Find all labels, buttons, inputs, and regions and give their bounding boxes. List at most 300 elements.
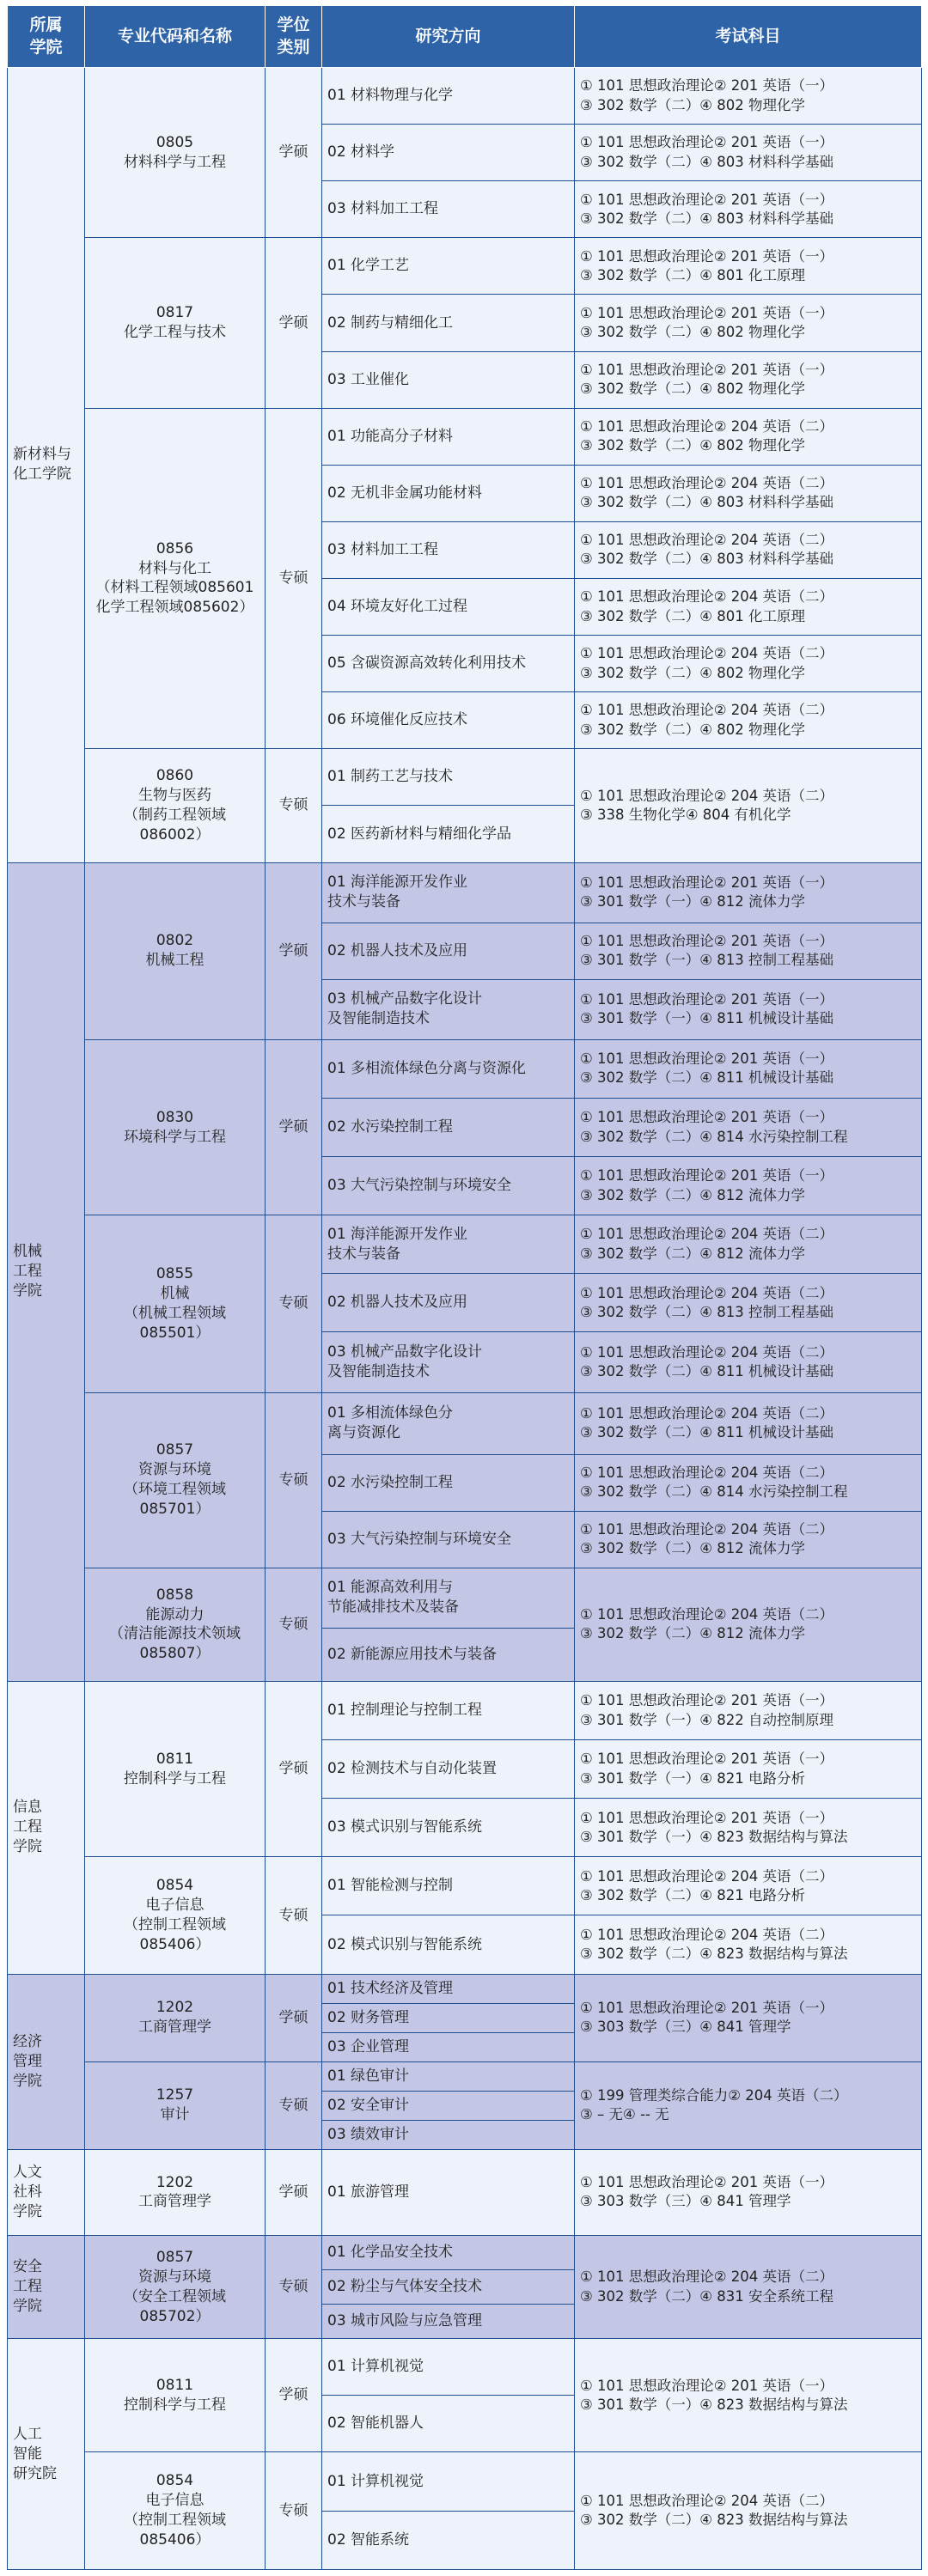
text-line: 02 材料学	[327, 143, 395, 161]
text-line: 电子信息	[145, 1897, 205, 1915]
degree-cell: 学硕	[266, 1682, 322, 1857]
text-line: ① 101 思想政治理论② 204 英语（二）	[580, 1606, 834, 1623]
text-line: 社科	[13, 2183, 42, 2201]
text-line: 智能	[13, 2445, 42, 2463]
text-line: 02 安全审计	[327, 2096, 410, 2114]
exam-cell	[575, 408, 922, 465]
text-line: ③ 301 数学（一）④ 823 数据结构与算法	[580, 2396, 848, 2413]
exam-cell	[575, 1039, 922, 1098]
table-header-row	[8, 6, 922, 68]
text-line: ① 101 思想政治理论② 204 英语（二）	[580, 1521, 834, 1538]
degree-cell: 学硕	[266, 68, 322, 238]
text-line: 工程	[13, 1818, 42, 1836]
exam-cell	[575, 1274, 922, 1332]
header-degree: 学位 类别	[266, 6, 322, 68]
text-line: 审计	[160, 2106, 190, 2124]
text-line: 01 旅游管理	[327, 2183, 410, 2201]
text-line: ① 101 思想政治理论② 201 英语（一）	[580, 2174, 834, 2191]
text-line: 0854	[156, 2472, 194, 2490]
text-line: 0860	[156, 767, 194, 785]
text-line: ① 101 思想政治理论② 201 英语（一）	[580, 361, 834, 378]
major-cell	[85, 2452, 266, 2570]
text-line: ① 101 思想政治理论② 204 英语（二）	[580, 417, 834, 435]
text-line: 03 企业管理	[327, 2037, 410, 2055]
direction-cell	[322, 1799, 575, 1857]
text-line: 086002）	[139, 825, 211, 843]
text-line: ① 101 思想政治理论② 201 英语（一）	[580, 134, 834, 151]
degree-cell: 专硕	[266, 1568, 322, 1681]
text-line: 工商管理学	[138, 2019, 211, 2037]
exam-cell	[575, 1215, 922, 1274]
direction-cell	[322, 1740, 575, 1799]
exam-cell	[575, 578, 922, 635]
table-row	[8, 2452, 922, 2511]
text-line: ③ 302 数学（二）④ 801 化工原理	[580, 607, 806, 624]
text-line: 01 化学品安全技术	[327, 2244, 454, 2262]
text-line: ① 101 思想政治理论② 201 英语（一）	[580, 874, 834, 891]
text-line: 学院	[13, 2072, 42, 2090]
direction-cell	[322, 125, 575, 181]
text-line: ① 101 思想政治理论② 204 英语（二）	[580, 1867, 834, 1885]
text-line: 化学工程领域085602）	[95, 599, 254, 617]
text-line: （清洁能源技术领域	[109, 1625, 241, 1643]
text-line: 技术与装备	[327, 1245, 400, 1263]
text-line: ① 101 思想政治理论② 201 英语（一）	[580, 1809, 834, 1826]
direction-cell	[322, 1392, 575, 1454]
text-line: （环境工程领域	[124, 1481, 226, 1499]
text-line: ① 101 思想政治理论② 201 英语（一）	[580, 1999, 834, 2016]
direction-cell	[322, 2511, 575, 2569]
text-line: 02 新能源应用技术与装备	[327, 1646, 498, 1664]
text-line: ③ 302 数学（二）④ 811 机械设计基础	[580, 1362, 834, 1379]
header-direction: 研究方向	[322, 6, 575, 68]
text-line: 0857	[156, 2248, 194, 2266]
text-line: 及智能制造技术	[327, 1362, 430, 1380]
text-line: 085501）	[139, 1324, 211, 1342]
text-line: ③ 301 数学（一）④ 822 自动控制原理	[580, 1711, 834, 1728]
text-line: （安全工程领域	[124, 2287, 226, 2305]
text-line: 信息	[13, 1799, 42, 1817]
direction-cell	[322, 1974, 575, 2003]
major-cell	[85, 862, 266, 1039]
direction-cell	[322, 2032, 575, 2061]
exam-cell	[575, 2452, 922, 2570]
direction-cell	[322, 2236, 575, 2270]
table-row	[8, 1682, 922, 1740]
text-line: 02 制药与精细化工	[327, 314, 454, 332]
text-line: ③ 301 数学（一）④ 823 数据结构与算法	[580, 1828, 848, 1845]
text-line: 人文	[13, 2164, 42, 2182]
text-line: ① 101 思想政治理论② 204 英语（二）	[580, 1404, 834, 1422]
college-name-cell	[8, 2149, 85, 2235]
text-line: 02 粉尘与气体安全技术	[327, 2278, 483, 2296]
text-line: 02 检测技术与自动化装置	[327, 1760, 498, 1778]
text-line: 机械	[160, 1284, 190, 1302]
table-row	[8, 1974, 922, 2003]
text-line: 02 医药新材料与精细化学品	[327, 825, 512, 843]
degree-cell: 专硕	[266, 2236, 322, 2339]
text-line: 环境科学与工程	[124, 1128, 226, 1146]
text-line: 03 大气污染控制与环境安全	[327, 1177, 512, 1195]
direction-cell	[322, 1628, 575, 1681]
text-line: ① 101 思想政治理论② 201 英语（一）	[580, 247, 834, 265]
direction-cell	[322, 2149, 575, 2235]
text-line: ① 101 思想政治理论② 201 英语（一）	[580, 991, 834, 1008]
direction-cell	[322, 408, 575, 465]
exam-cell	[575, 521, 922, 578]
text-line: ① 199 管理类综合能力② 204 英语（二）	[580, 2087, 848, 2104]
text-line: 01 能源高效利用与	[327, 1579, 454, 1597]
text-line: ③ 302 数学（二）④ 813 控制工程基础	[580, 1303, 834, 1320]
text-line: 化学工程与技术	[124, 323, 226, 341]
college-name-cell	[8, 68, 85, 863]
text-line: 0854	[156, 1877, 194, 1895]
exam-cell	[575, 2236, 922, 2339]
text-line: （机械工程领域	[124, 1304, 226, 1322]
exam-cell	[575, 1682, 922, 1740]
text-line: ① 101 思想政治理论② 201 英语（一）	[580, 1167, 834, 1184]
exam-cell	[575, 1511, 922, 1568]
text-line: 0811	[156, 1750, 194, 1768]
text-line: 02 机器人技术及应用	[327, 941, 468, 959]
text-line: ① 101 思想政治理论② 201 英语（一）	[580, 77, 834, 94]
text-line: ③ 301 数学（一）④ 813 控制工程基础	[580, 952, 834, 969]
text-line: ③ 302 数学（二）④ 831 安全系统工程	[580, 2287, 834, 2305]
major-cell	[85, 2061, 266, 2149]
table-row	[8, 1039, 922, 1098]
text-line: ③ 302 数学（二）④ 821 电路分析	[580, 1886, 806, 1903]
exam-cell	[575, 1454, 922, 1511]
text-line: ③ – 无④ -- 无	[580, 2106, 669, 2123]
direction-cell	[322, 351, 575, 408]
exam-cell	[575, 2061, 922, 2149]
direction-cell	[322, 1454, 575, 1511]
text-line: 03 材料加工工程	[327, 200, 439, 218]
direction-cell	[322, 1098, 575, 1156]
text-line: 01 技术经济及管理	[327, 1979, 454, 1997]
text-line: ③ 301 数学（一）④ 821 电路分析	[580, 1769, 806, 1787]
direction-cell	[322, 636, 575, 692]
exam-cell	[575, 2149, 922, 2235]
text-line: 02 模式识别与智能系统	[327, 1935, 483, 1953]
text-line: ③ 302 数学（二）④ 802 物理化学	[580, 381, 806, 398]
table-body	[8, 68, 922, 2570]
direction-cell	[322, 749, 575, 806]
text-line: 03 机械产品数字化设计	[327, 990, 483, 1008]
text-line: ① 101 思想政治理论② 204 英语（二）	[580, 645, 834, 662]
direction-cell	[322, 692, 575, 749]
text-line: 04 环境友好化工过程	[327, 598, 468, 616]
table-row	[8, 2149, 922, 2235]
text-line: ① 101 思想政治理论② 201 英语（一）	[580, 1050, 834, 1068]
text-line: 新材料与	[13, 446, 71, 464]
text-line: 01 功能高分子材料	[327, 427, 454, 445]
text-line: 03 模式识别与智能系统	[327, 1818, 483, 1836]
text-line: 05 含碳资源高效转化利用技术	[327, 655, 527, 673]
text-line: 01 绿色审计	[327, 2067, 410, 2085]
text-line: 0811	[156, 2376, 194, 2394]
text-line: ③ 302 数学（二）④ 802 物理化学	[580, 96, 806, 113]
text-line: ③ 302 数学（二）④ 803 材料科学基础	[580, 153, 834, 170]
degree-cell: 专硕	[266, 1392, 322, 1568]
degree-cell: 专硕	[266, 408, 322, 749]
direction-cell	[322, 1568, 575, 1628]
direction-cell	[322, 2452, 575, 2511]
text-line: 02 机器人技术及应用	[327, 1294, 468, 1312]
college-name-cell	[8, 862, 85, 1682]
text-line: 01 控制理论与控制工程	[327, 1702, 483, 1720]
table-row	[8, 2236, 922, 2270]
text-line: 研究院	[13, 2464, 57, 2482]
degree-cell: 学硕	[266, 862, 322, 1039]
text-line: 0856	[156, 539, 194, 557]
college-name-cell	[8, 2236, 85, 2339]
text-line: ③ 302 数学（二）④ 803 材料科学基础	[580, 210, 834, 227]
major-cell	[85, 238, 266, 408]
text-line: 06 环境催化反应技术	[327, 711, 468, 729]
exam-cell	[575, 1568, 922, 1681]
text-line: 0805	[156, 133, 194, 151]
direction-cell	[322, 1332, 575, 1392]
text-line: ③ 302 数学（二）④ 802 物理化学	[580, 437, 806, 454]
exam-cell	[575, 749, 922, 862]
exam-cell	[575, 1098, 922, 1156]
text-line: 01 制药工艺与技术	[327, 768, 454, 786]
degree-cell: 专硕	[266, 2452, 322, 2570]
text-line: 085701）	[139, 1501, 211, 1519]
table-row	[8, 238, 922, 295]
text-line: ① 101 思想政治理论② 204 英语（二）	[580, 588, 834, 606]
text-line: 控制科学与工程	[124, 1769, 226, 1787]
degree-cell: 学硕	[266, 2339, 322, 2452]
table-row	[8, 1215, 922, 1274]
text-line: ③ 302 数学（二）④ 814 水污染控制工程	[580, 1128, 848, 1145]
text-line: 工程	[13, 1263, 42, 1281]
text-line: 离与资源化	[327, 1424, 400, 1442]
text-line: 03 机械产品数字化设计	[327, 1343, 483, 1361]
text-line: ① 101 思想政治理论② 204 英语（二）	[580, 2268, 834, 2286]
direction-cell	[322, 2003, 575, 2032]
direction-cell	[322, 238, 575, 295]
major-cell	[85, 2149, 266, 2235]
exam-cell	[575, 181, 922, 238]
text-line: ① 101 思想政治理论② 201 英语（一）	[580, 1692, 834, 1709]
major-cell	[85, 1039, 266, 1215]
text-line: ① 101 思想政治理论② 204 英语（二）	[580, 475, 834, 492]
direction-cell	[322, 2091, 575, 2120]
college-name-cell	[8, 1974, 85, 2149]
text-line: 085807）	[139, 1645, 211, 1663]
direction-cell	[322, 2120, 575, 2149]
exam-cell	[575, 1332, 922, 1392]
exam-cell	[575, 1857, 922, 1915]
text-line: 工程	[13, 2278, 42, 2296]
text-line: 材料与化工	[138, 559, 211, 577]
exam-cell	[575, 1157, 922, 1215]
exam-cell	[575, 1392, 922, 1454]
table-row	[8, 408, 922, 465]
text-line: ③ 302 数学（二）④ 812 流体力学	[580, 1245, 806, 1262]
text-line: 085702）	[139, 2307, 211, 2325]
text-line: 02 水污染控制工程	[327, 1473, 454, 1491]
text-line: 节能减排技术及装备	[327, 1599, 459, 1617]
direction-cell	[322, 2396, 575, 2452]
text-line: ③ 302 数学（二）④ 814 水污染控制工程	[580, 1483, 848, 1501]
major-cell	[85, 1857, 266, 1974]
direction-cell	[322, 1511, 575, 1568]
text-line: 03 绩效审计	[327, 2125, 410, 2143]
text-line: 1257	[156, 2086, 194, 2104]
exam-cell	[575, 1799, 922, 1857]
text-line: 01 计算机视觉	[327, 2472, 424, 2490]
text-line: 02 智能系统	[327, 2530, 410, 2549]
table-row	[8, 2061, 922, 2091]
major-cell	[85, 408, 266, 749]
text-line: 人工	[13, 2425, 42, 2443]
degree-cell: 专硕	[266, 1215, 322, 1392]
text-line: 01 海洋能源开发作业	[327, 874, 468, 892]
degree-cell: 专硕	[266, 749, 322, 862]
text-line: ③ 338 生物化学④ 804 有机化学	[580, 806, 791, 823]
major-cell	[85, 1392, 266, 1568]
text-line: 0857	[156, 1441, 194, 1459]
text-line: ③ 302 数学（二）④ 812 流体力学	[580, 1625, 806, 1642]
text-line: 0830	[156, 1108, 194, 1126]
text-line: ③ 302 数学（二）④ 802 物理化学	[580, 721, 806, 738]
exam-cell	[575, 2339, 922, 2452]
text-line: 材料科学与工程	[124, 153, 226, 171]
text-line: 01 智能检测与控制	[327, 1877, 454, 1895]
table-row	[8, 68, 922, 125]
direction-cell	[322, 2305, 575, 2339]
text-line: 02 财务管理	[327, 2008, 410, 2026]
major-cell	[85, 68, 266, 238]
text-line: 01 化学工艺	[327, 257, 410, 275]
text-line: 01 计算机视觉	[327, 2358, 424, 2376]
text-line: 及智能制造技术	[327, 1010, 430, 1028]
table-row	[8, 1392, 922, 1454]
direction-cell	[322, 181, 575, 238]
degree-cell: 学硕	[266, 1974, 322, 2061]
direction-cell	[322, 979, 575, 1039]
text-line: 电子信息	[145, 2492, 205, 2510]
text-line: ③ 302 数学（二）④ 823 数据结构与算法	[580, 2512, 848, 2529]
degree-cell: 专硕	[266, 1857, 322, 1974]
table-row	[8, 1568, 922, 1628]
major-cell	[85, 2236, 266, 2339]
text-line: 技术与装备	[327, 893, 400, 911]
text-line: ① 101 思想政治理论② 204 英语（二）	[580, 532, 834, 549]
text-line: ③ 303 数学（三）④ 841 管理学	[580, 2193, 791, 2210]
text-line: ① 101 思想政治理论② 201 英语（一）	[580, 304, 834, 321]
direction-cell	[322, 1915, 575, 1974]
text-line: 学院	[13, 1838, 42, 1856]
text-line: ① 101 思想政治理论② 201 英语（一）	[580, 2377, 834, 2394]
exam-cell	[575, 862, 922, 923]
text-line: 1202	[156, 2173, 194, 2191]
text-line: （材料工程领域085601	[95, 579, 254, 597]
major-cell	[85, 1568, 266, 1681]
text-line: 03 工业催化	[327, 370, 410, 388]
direction-cell	[322, 2270, 575, 2305]
text-line: ③ 302 数学（二）④ 802 物理化学	[580, 664, 806, 681]
major-cell	[85, 1974, 266, 2061]
text-line: 化工学院	[13, 466, 71, 484]
exam-cell	[575, 125, 922, 181]
text-line: ③ 302 数学（二）④ 801 化工原理	[580, 266, 806, 283]
direction-cell	[322, 1274, 575, 1332]
text-line: ① 101 思想政治理论② 204 英语（二）	[580, 1926, 834, 1943]
table-row	[8, 862, 922, 923]
text-line: ③ 302 数学（二）④ 812 流体力学	[580, 1540, 806, 1557]
degree-cell: 学硕	[266, 2149, 322, 2235]
direction-cell	[322, 1682, 575, 1740]
text-line: 控制科学与工程	[124, 2396, 226, 2414]
text-line: 01 多相流体绿色分	[327, 1404, 454, 1422]
text-line: ① 101 思想政治理论② 204 英语（二）	[580, 1284, 834, 1301]
text-line: ③ 302 数学（二）④ 803 材料科学基础	[580, 551, 834, 568]
admissions-table	[7, 5, 922, 2570]
text-line: 工商管理学	[138, 2193, 211, 2211]
degree-cell: 专硕	[266, 2061, 322, 2149]
text-line: 机械工程	[145, 952, 205, 970]
degree-cell: 学硕	[266, 238, 322, 408]
text-line: 1202	[156, 1999, 194, 2017]
text-line: ③ 301 数学（一）④ 812 流体力学	[580, 893, 806, 910]
exam-cell	[575, 1915, 922, 1974]
text-line: 学院	[13, 2298, 42, 2316]
exam-cell	[575, 465, 922, 521]
header-exams: 考试科目	[575, 6, 922, 68]
text-line: 机械	[13, 1243, 42, 1261]
text-line: （控制工程领域	[124, 2512, 226, 2530]
header-college: 所属 学院	[8, 6, 85, 68]
table-row	[8, 2339, 922, 2396]
exam-cell	[575, 238, 922, 295]
exam-cell	[575, 295, 922, 351]
direction-cell	[322, 2339, 575, 2396]
text-line: ③ 301 数学（一）④ 811 机械设计基础	[580, 1010, 834, 1027]
text-line: ① 101 思想政治理论② 201 英语（一）	[580, 1109, 834, 1126]
exam-cell	[575, 692, 922, 749]
text-line: 085406）	[139, 2531, 211, 2549]
header-major: 专业代码和名称	[85, 6, 266, 68]
text-line: ③ 302 数学（二）④ 803 材料科学基础	[580, 494, 834, 511]
text-line: ③ 303 数学（三）④ 841 管理学	[580, 2019, 791, 2036]
text-line: （制药工程领域	[124, 806, 226, 824]
text-line: （控制工程领域	[124, 1915, 226, 1934]
text-line: 0802	[156, 932, 194, 950]
exam-cell	[575, 351, 922, 408]
direction-cell	[322, 806, 575, 862]
text-line: 资源与环境	[138, 2268, 211, 2286]
text-line: 03 材料加工工程	[327, 540, 439, 558]
direction-cell	[322, 1215, 575, 1274]
major-cell	[85, 1682, 266, 1857]
text-line: 02 智能机器人	[327, 2415, 424, 2433]
direction-cell	[322, 1157, 575, 1215]
text-line: ① 101 思想政治理论② 201 英语（一）	[580, 932, 834, 949]
text-line: 生物与医药	[138, 786, 211, 804]
text-line: ① 101 思想政治理论② 204 英语（二）	[580, 1464, 834, 1481]
college-name-cell	[8, 1682, 85, 1975]
text-line: 学院	[13, 1282, 42, 1300]
text-line: 经济	[13, 2032, 42, 2050]
exam-cell	[575, 636, 922, 692]
text-line: 085406）	[139, 1935, 211, 1953]
text-line: ① 101 思想政治理论② 204 英语（二）	[580, 702, 834, 719]
text-line: ③ 302 数学（二）④ 823 数据结构与算法	[580, 1946, 848, 1963]
